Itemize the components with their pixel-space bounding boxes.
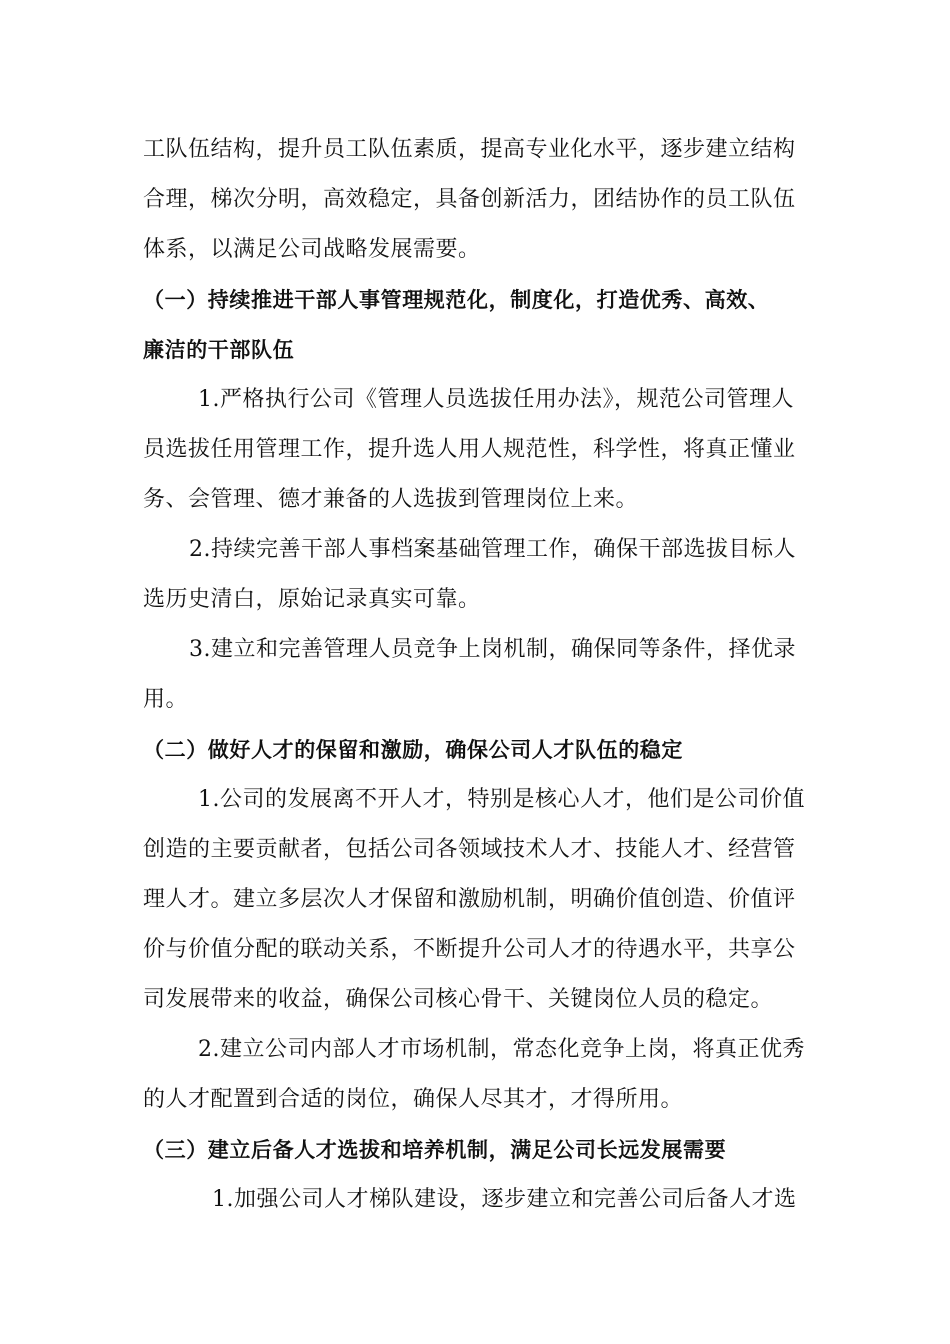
- section1-item1-line-3: 务、会管理、德才兼备的人选拔到管理岗位上来。: [143, 487, 639, 512]
- section2-heading: （二）做好人才的保留和激励，确保公司人才队伍的稳定: [143, 738, 683, 762]
- section2-item2-line-1: 2.建立公司内部人才市场机制，常态化竞争上岗，将真正优秀: [198, 1037, 805, 1062]
- section1-item2-line-2: 选历史清白，原始记录真实可靠。: [143, 587, 481, 612]
- section1-item3-line-2: 用。: [143, 687, 189, 712]
- section3-item1-line-1: 1.加强公司人才梯队建设，逐步建立和完善公司后备人才选: [212, 1187, 797, 1212]
- section1-item1-line-1: 1.严格执行公司《管理人员选拔任用办法》，规范公司管理人: [198, 387, 794, 412]
- section2-item1-line-5: 司发展带来的收益，确保公司核心骨干、关键岗位人员的稳定。: [143, 987, 774, 1012]
- section1-heading-line-2: 廉洁的干部队伍: [143, 338, 295, 362]
- section2-item2-line-2: 的人才配置到合适的岗位，确保人尽其才，才得所用。: [143, 1087, 684, 1112]
- section2-item1-line-2: 创造的主要贡献者，包括公司各领域技术人才、技能人才、经营管: [143, 837, 796, 862]
- intro-line-2: 合理，梯次分明，高效稳定，具备创新活力，团结协作的员工队伍: [143, 187, 796, 212]
- section2-item1-line-4: 价与价值分配的联动关系，不断提升公司人才的待遇水平，共享公: [143, 937, 796, 962]
- section1-item1-line-2: 员选拔任用管理工作，提升选人用人规范性，科学性，将真正懂业: [143, 437, 796, 462]
- section2-item1-line-3: 理人才。建立多层次人才保留和激励机制，明确价值创造、价值评: [143, 887, 796, 912]
- section3-heading: （三）建立后备人才选拔和培养机制，满足公司长远发展需要: [143, 1138, 727, 1162]
- section1-item2-line-1: 2.持续完善干部人事档案基础管理工作，确保干部选拔目标人: [189, 537, 796, 562]
- section2-item1-line-1: 1.公司的发展离不开人才，特别是核心人才，他们是公司价值: [198, 787, 805, 812]
- section1-item3-line-1: 3.建立和完善管理人员竞争上岗机制，确保同等条件，择优录: [189, 637, 796, 662]
- section1-heading-line-1: （一）持续推进干部人事管理规范化，制度化，打造优秀、高效、: [143, 288, 770, 312]
- intro-line-1: 工队伍结构，提升员工队伍素质，提高专业化水平，逐步建立结构: [143, 137, 796, 162]
- intro-line-3: 体系，以满足公司战略发展需要。: [143, 237, 481, 262]
